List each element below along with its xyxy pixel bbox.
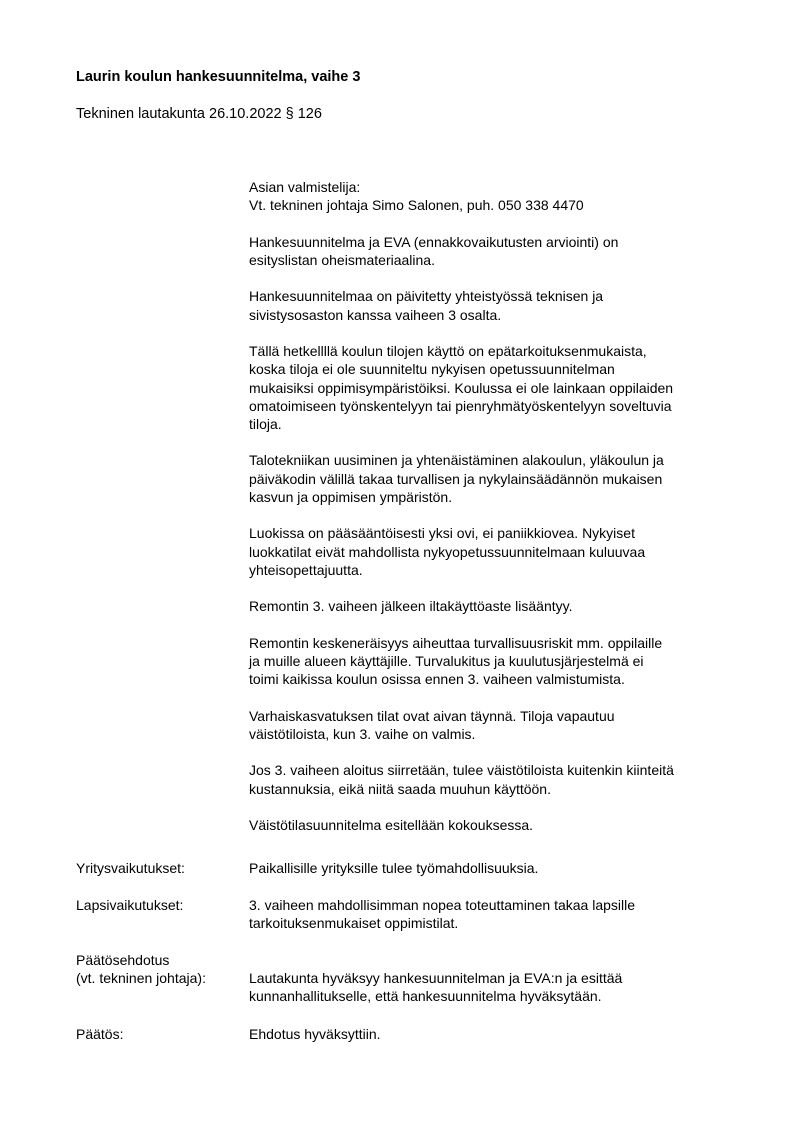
- text-line: kunnanhallitukselle, että hankesuunnitelma hyväksytään.: [249, 988, 602, 1005]
- text-line: Lautakunta hyväksyy hankesuunnitelman ja EVA:n ja esittää: [249, 970, 623, 987]
- field-value: [249, 896, 635, 932]
- text-line: Ehdotus hyväksyttiin.: [249, 1026, 381, 1042]
- text-line: Remontin keskeneräisyys aiheuttaa turvallisuusriskit mm. oppilaille: [249, 634, 663, 651]
- preparer-paragraph: [249, 178, 769, 214]
- paragraph: [249, 761, 769, 797]
- text-line: omatoimiseen työnskentelyyn tai pienryhmätyöskentelyyn soveltuvia: [249, 397, 672, 414]
- text-line: Varhaiskasvatuksen tilat ovat aivan täynnä. Tiloja vapautuu: [249, 707, 615, 724]
- text-line: kustannuksia, eikä niitä saada muuhun käyttöön.: [249, 780, 551, 797]
- text-line: Talotekniikan uusiminen ja yhtenäistäminen alakoulun, yläkoulun ja: [249, 452, 664, 469]
- text-line: Asian valmistelija:: [249, 179, 361, 195]
- document-body: [249, 178, 769, 853]
- field-label: Päätös:: [76, 1026, 124, 1042]
- text-line: Hankesuunnitelma ja EVA (ennakkovaikutusten arviointi) on: [249, 233, 619, 250]
- text-line: Hankesuunnitelmaa on päivitetty yhteistyössä teknisen ja: [249, 288, 604, 305]
- field-value: [249, 859, 538, 877]
- document-title: Laurin koulun hankesuunnitelma, vaihe 3: [76, 69, 361, 85]
- text-line: luokkatilat eivät mahdollista nykyopetussuunnitelmaan kuluuvaa: [249, 543, 646, 560]
- paragraph: [249, 707, 769, 743]
- paragraph: [249, 634, 769, 689]
- text-line: sivistysosaston kanssa vaiheen 3 osalta.: [249, 306, 502, 323]
- field-label: Yritysvaikutukset:: [76, 860, 185, 876]
- paragraph: [249, 451, 769, 506]
- text-line: Paikallisille yrityksille tulee työmahdollisuuksia.: [249, 860, 539, 876]
- text-line: mukaisiksi oppimisympäristöiksi. Koulussa ei ole lainkaan oppilaiden: [249, 379, 674, 396]
- text-line: päiväkodin välillä takaa turvallisen ja nykylainsäädännön mukaisen: [249, 470, 663, 487]
- text-line: 3. vaiheen mahdollisimman nopea toteuttaminen takaa lapsille: [249, 897, 636, 913]
- text-line: väistötiloista, kun 3. vaihe on valmis.: [249, 725, 476, 742]
- text-line: Jos 3. vaiheen aloitus siirretään, tulee väistötiloista kuitenkin kiinteitä: [249, 762, 674, 779]
- field-value: [249, 1025, 381, 1043]
- paragraph: [249, 524, 769, 579]
- text-line: Tällä hetkellllä koulun tilojen käyttö on epätarkoituksenmukaista,: [249, 343, 647, 360]
- field-label: Lapsivaikutukset:: [76, 897, 184, 913]
- paragraph: [249, 233, 769, 269]
- text-line: (vt. tekninen johtaja):: [76, 970, 206, 987]
- text-line: koska tiloja ei ole suunniteltu nykyisen opetussuunnitelman: [249, 361, 615, 378]
- text-line: yhteisopettajuutta.: [249, 561, 363, 578]
- paragraph: [249, 816, 769, 834]
- meeting-reference: Tekninen lautakunta 26.10.2022 § 126: [76, 106, 322, 122]
- text-line: tarkoituksenmukaiset oppimistilat.: [249, 915, 459, 932]
- text-line: Päätösehdotus: [76, 952, 170, 968]
- field-label: [76, 951, 206, 987]
- text-line: Vt. tekninen johtaja Simo Salonen, puh. 050 338 4470: [249, 197, 584, 214]
- text-line: tiloja.: [249, 415, 282, 432]
- text-line: Luokissa on pääsääntöisesti yksi ovi, ei paniikkiovea. Nykyiset: [249, 525, 635, 542]
- paragraph: [249, 342, 769, 433]
- text-line: kasvun ja oppimisen ympäristön.: [249, 488, 453, 505]
- text-line: ja muille alueen käyttäjille. Turvalukitus ja kuulutusjärjestelmä ei: [249, 652, 644, 669]
- field-value: [249, 969, 622, 1005]
- text-line: toimi kaikissa koulun osissa ennen 3. vaiheen valmistumista.: [249, 671, 625, 688]
- paragraph: [249, 287, 769, 323]
- text-line: esityslistan oheismateriaalina.: [249, 251, 435, 268]
- text-line: Väistötilasuunnitelma esitellään kokouksessa.: [249, 817, 534, 834]
- text-line: Remontin 3. vaiheen jälkeen iltakäyttöaste lisääntyy.: [249, 598, 573, 615]
- paragraph: [249, 597, 769, 615]
